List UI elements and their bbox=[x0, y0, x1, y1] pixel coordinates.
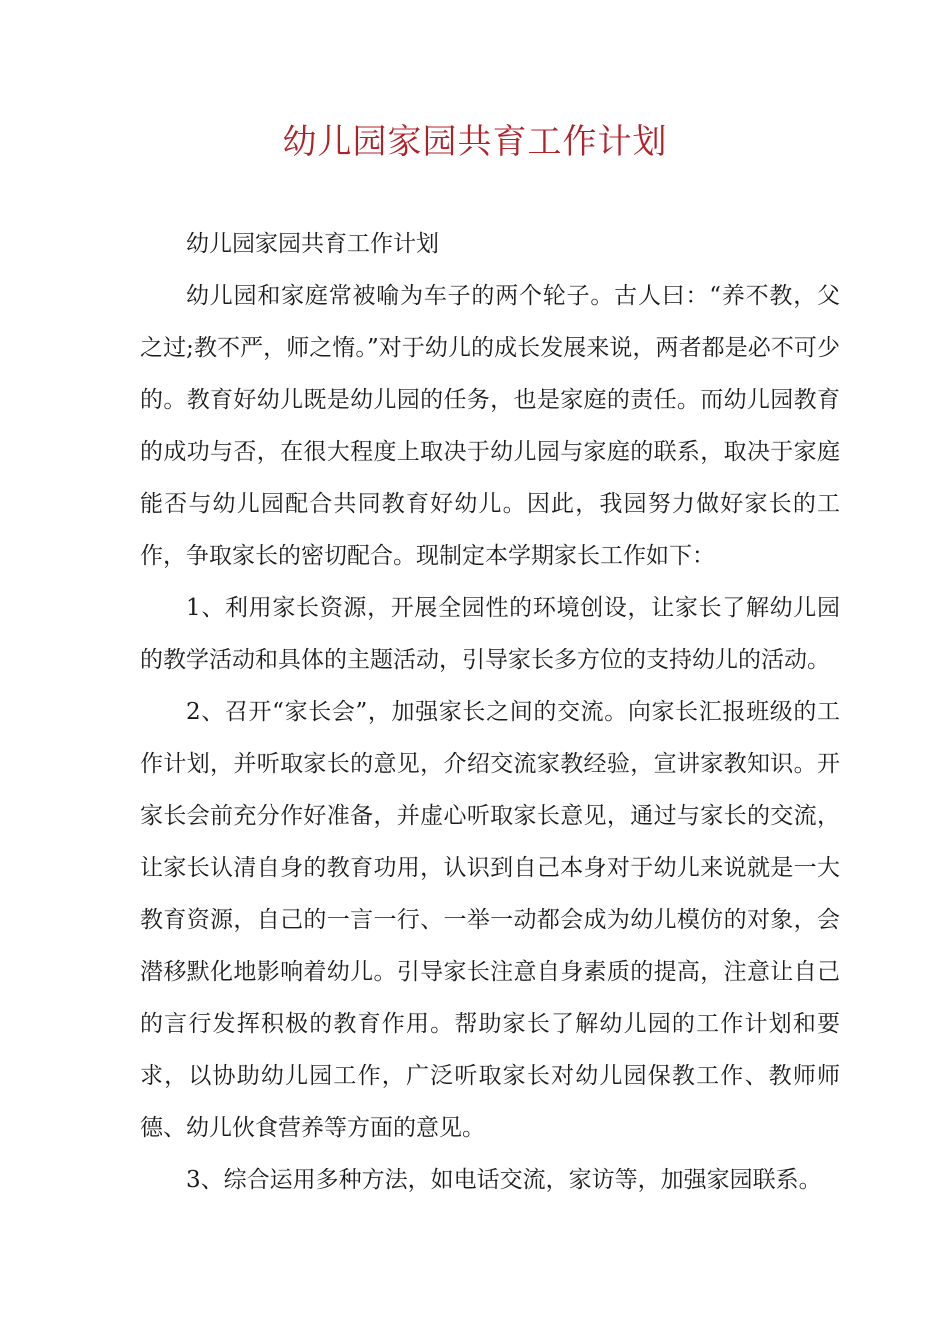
list-item-2: 2、召开“家长会”，加强家长之间的交流。向家长汇报班级的工作计划，并听取家长的意见，介绍交流家教经验，宣讲家教知识。开家长会前充分作好准备，并虚心听取家长意见，通过与家长的交流，让家长认清自身的教育功用，认识到自己本身对于幼儿来说就是一大教育资源，自己的一言一行、一举一动都会成为幼儿模仿的对象，会潜移默化地影响着幼儿。引导家长注意自身素质的提高，注意让自己的言行发挥积极的教育作用。帮助家长了解幼儿园的工作计划和要求，以协助幼儿园工作，广泛听取家长对幼儿园保教工作、教师师德、幼儿伙食营养等方面的意见。 bbox=[140, 699, 840, 1141]
intro-paragraph: 幼儿园和家庭常被喻为车子的两个轮子。古人曰：“养不教，父之过;教不严，师之惰。”对于幼儿的成长发展来说，两者都是必不可少的。教育好幼儿既是幼儿园的任务，也是家庭的责任。而幼儿园教育的成功与否，在很大程度上取决于幼儿园与家庭的联系，取决于家庭能否与幼儿园配合共同教育好幼儿。因此，我园努力做好家长的工作，争取家长的密切配合。现制定本学期家长工作如下： bbox=[140, 283, 840, 569]
document-body bbox=[140, 218, 840, 1206]
document-title: 幼儿园家园共育工作计划 bbox=[282, 122, 668, 162]
list-item-1: 1、利用家长资源，开展全园性的环境创设，让家长了解幼儿园的教学活动和具体的主题活动，引导家长多方位的支持幼儿的活动。 bbox=[140, 595, 840, 673]
document-subtitle: 幼儿园家园共育工作计划 bbox=[186, 231, 439, 257]
list-item-3: 3、综合运用多种方法，如电话交流，家访等，加强家园联系。 bbox=[186, 1167, 822, 1193]
